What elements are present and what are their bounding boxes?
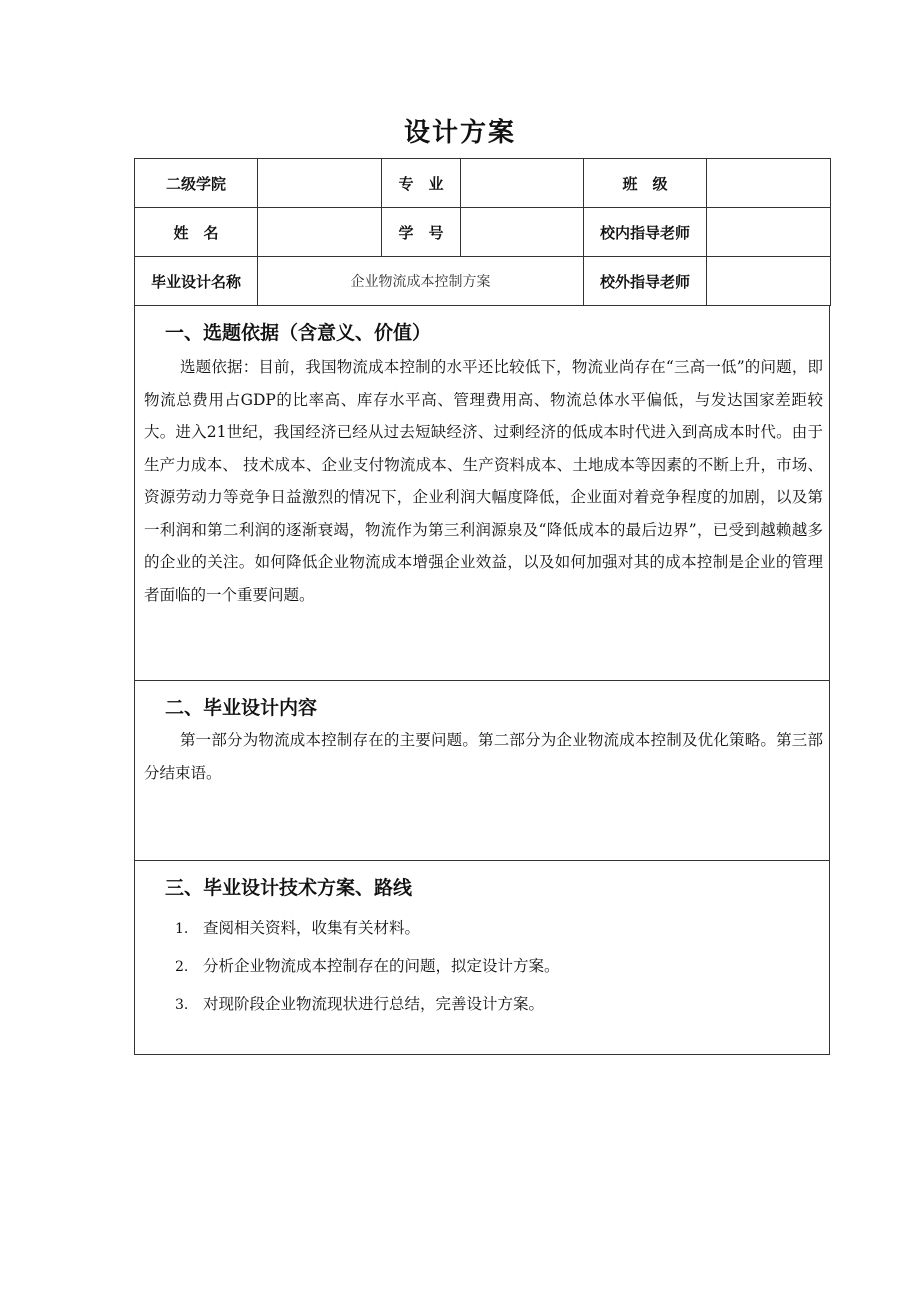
external-advisor-label: 校外指导老师: [584, 257, 707, 306]
student-id-label: 学 号: [382, 208, 461, 257]
name-field[interactable]: [258, 208, 382, 257]
list-item-text: 对现阶段企业物流现状进行总结，完善设计方案。: [203, 995, 545, 1013]
page-title: 设计方案: [403, 118, 516, 148]
list-item: [175, 910, 829, 948]
design-plan-form: [134, 158, 830, 1055]
internal-advisor-label: 校内指导老师: [584, 208, 707, 257]
info-row: [135, 208, 831, 257]
design-name-label: 毕业设计名称: [135, 257, 258, 306]
design-name-field[interactable]: 企业物流成本控制方案: [258, 257, 584, 306]
list-item-text: 分析企业物流成本控制存在的问题，拟定设计方案。: [203, 957, 560, 975]
section-body: 第一部分为物流成本控制存在的主要问题。第二部分为企业物流成本控制及优化策略。第三部分结束语。: [144, 731, 823, 782]
student-id-field[interactable]: [461, 208, 584, 257]
list-item-number: 1.: [175, 921, 189, 937]
section-heading: 三、毕业设计技术方案、路线: [165, 877, 413, 899]
section-heading: 一、选题依据（含意义、价值）: [165, 322, 432, 344]
internal-advisor-field[interactable]: [707, 208, 831, 257]
list-item: [175, 986, 829, 1024]
info-row: [135, 257, 831, 306]
info-row: [135, 159, 831, 208]
major-label: 专 业: [382, 159, 461, 208]
major-field[interactable]: [461, 159, 584, 208]
plan-steps-list: [135, 910, 829, 1024]
section-body: 选题依据：目前，我国物流成本控制的水平还比较低下，物流业尚存在“三高一低”的问题，即物流总费用占GDP的比率高、库存水平高、管理费用高、物流总体水平偏低，与发达国家差距较大。进入21世纪，我国经济已经从过去短缺经济、过剩经济的低成本时代进入到高成本时代。由于生产力成本、 技术成本、企业支付物流成本、生产资料成本、土地成本等因素的不断上升，市场、 资源劳动力等竞争日益激烈的情况下，企业利润大幅度降低，企业面对着竞争程度的加剧，以及第一利润和第二利润的逐渐衰竭，物流作为第三利润源泉及“降低成本的最后边界”，已受到越赖越多的企业的关注。如何降低企业物流成本增强企业效益，以及如何加强对其的成本控制是企业的管理者面临的一个重要问题。: [144, 358, 823, 604]
college-field[interactable]: [258, 159, 382, 208]
info-table: [134, 158, 831, 306]
section-design-content: [134, 681, 830, 861]
college-label: 二级学院: [135, 159, 258, 208]
list-item-text: 查阅相关资料，收集有关材料。: [203, 919, 421, 937]
class-field[interactable]: [707, 159, 831, 208]
section-topic-basis: [134, 306, 830, 681]
section-heading: 二、毕业设计内容: [165, 697, 318, 719]
class-label: 班 级: [584, 159, 707, 208]
list-item-number: 2.: [175, 959, 189, 975]
list-item: [175, 948, 829, 986]
section-technical-plan: [134, 861, 830, 1055]
name-label: 姓 名: [135, 208, 258, 257]
list-item-number: 3.: [175, 997, 189, 1013]
external-advisor-field[interactable]: [707, 257, 831, 306]
